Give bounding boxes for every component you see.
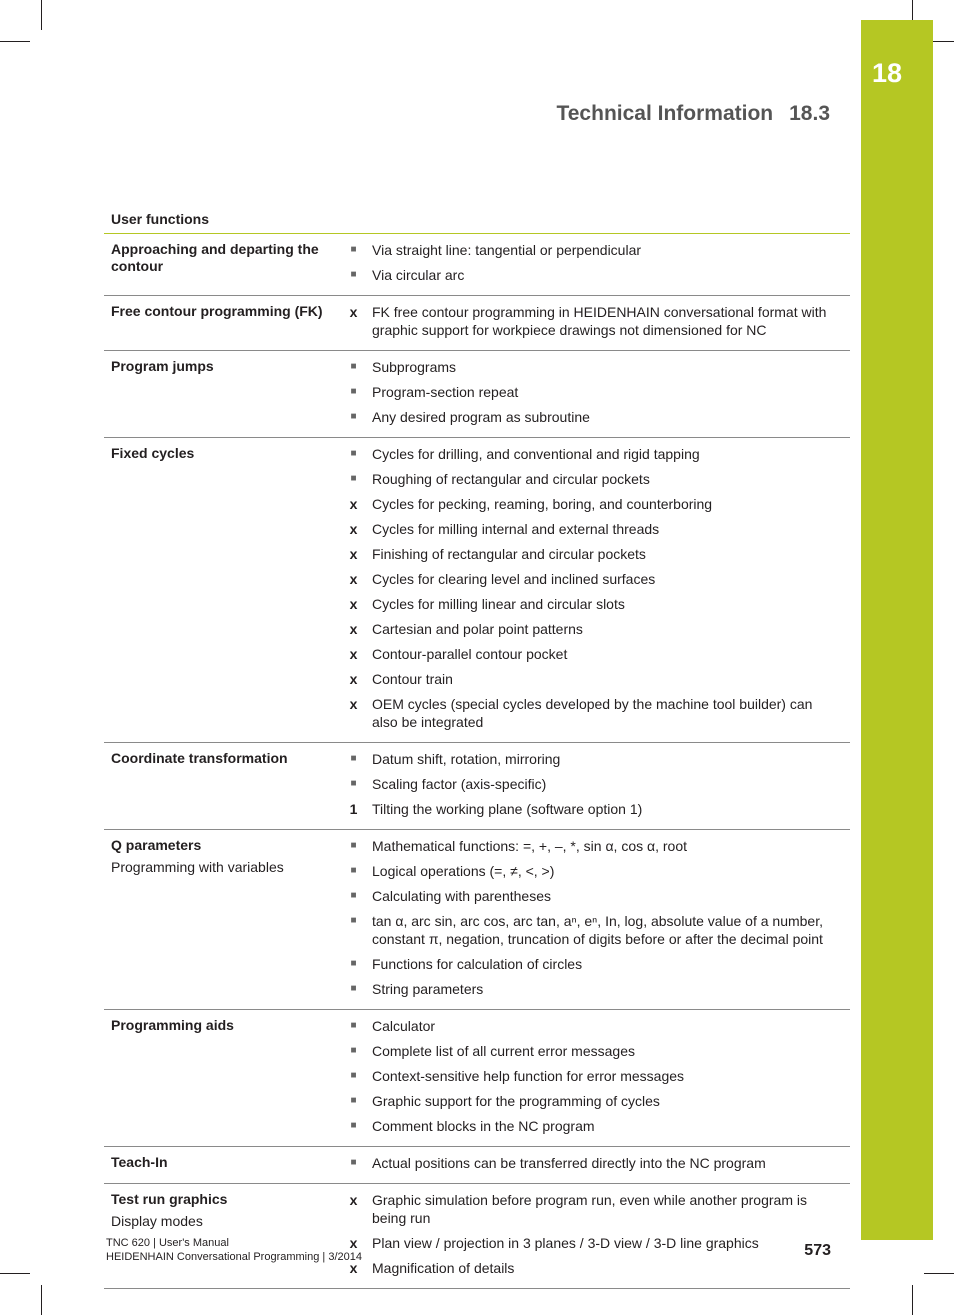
list-item — [335, 1154, 850, 1172]
row-items — [335, 303, 850, 346]
list-item — [335, 1017, 850, 1035]
item-text: Subprograms — [372, 359, 457, 375]
list-item — [335, 1092, 850, 1110]
row-title: Teach-In — [111, 1154, 168, 1170]
list-item — [335, 955, 850, 973]
table-row — [104, 438, 850, 743]
option-marker: x — [349, 496, 358, 512]
list-item — [335, 670, 850, 688]
option-marker: x — [349, 571, 358, 587]
item-text: Calculating with parentheses — [372, 888, 551, 904]
bullet-square-icon: ■ — [350, 958, 357, 969]
list-item — [335, 383, 850, 401]
table-row — [104, 234, 850, 296]
item-text: Cycles for clearing level and inclined surfaces — [372, 571, 656, 587]
row-title: Free contour programming (FK) — [111, 303, 323, 319]
list-item — [335, 775, 850, 793]
table-row — [104, 296, 850, 351]
table-body — [104, 234, 850, 1289]
list-item — [335, 266, 850, 284]
bullet-square-icon: ■ — [350, 983, 357, 994]
row-label — [104, 750, 335, 825]
item-text: Cycles for milling internal and external threads — [372, 521, 660, 537]
row-title: Approaching and departing the contour — [111, 241, 319, 274]
bullet-square-icon: ■ — [350, 1157, 357, 1168]
item-text: Magnification of details — [372, 1260, 515, 1276]
list-item — [335, 495, 850, 513]
row-label — [104, 1017, 335, 1142]
bullet-square-icon: ■ — [350, 361, 357, 372]
row-title: Program jumps — [111, 358, 214, 374]
bullet-square-icon: ■ — [350, 448, 357, 459]
item-text: Cycles for milling linear and circular slots — [372, 596, 625, 612]
row-title: Programming aids — [111, 1017, 234, 1033]
footer-line-2: HEIDENHAIN Conversational Programming | 3/2014 — [106, 1251, 362, 1263]
item-text: Comment blocks in the NC program — [372, 1118, 595, 1134]
crop-mark — [912, 1285, 913, 1315]
list-item — [335, 445, 850, 463]
list-item — [335, 980, 850, 998]
list-item — [335, 470, 850, 488]
list-item — [335, 1191, 850, 1227]
item-text: Via straight line: tangential or perpendicular — [372, 242, 642, 258]
bullet-square-icon: ■ — [350, 1070, 357, 1081]
crop-mark — [41, 1285, 42, 1315]
bullet-square-icon: ■ — [350, 386, 357, 397]
item-text: Scaling factor (axis-specific) — [372, 776, 547, 792]
bullet-square-icon: ■ — [350, 915, 357, 926]
item-text: Plan view / projection in 3 planes / 3-D view / 3-D line graphics — [372, 1235, 759, 1251]
row-items — [335, 241, 850, 291]
option-marker: x — [349, 1260, 358, 1276]
bullet-square-icon: ■ — [350, 411, 357, 422]
user-functions-table — [104, 209, 850, 1289]
item-text: Mathematical functions: =, +, –, *, sin α, cos α, root — [372, 838, 687, 854]
row-label — [104, 837, 335, 1005]
option-marker: x — [349, 1192, 358, 1208]
list-item — [335, 570, 850, 588]
row-items — [335, 1191, 850, 1284]
list-item — [335, 862, 850, 880]
item-text: Contour train — [372, 671, 453, 687]
bullet-square-icon: ■ — [350, 865, 357, 876]
row-title: Coordinate transformation — [111, 750, 288, 766]
item-text: tan α, arc sin, arc cos, arc tan, aⁿ, eⁿ, In, log, absolute value of a number, constant π, negation, truncation of digits before or after the decimal point — [372, 913, 823, 947]
list-item — [335, 620, 850, 638]
item-text: Graphic support for the programming of cycles — [372, 1093, 660, 1109]
row-label — [104, 1154, 335, 1179]
crop-mark — [0, 1273, 30, 1274]
item-text: Graphic simulation before program run, even while another program is being run — [372, 1192, 807, 1226]
table-row — [104, 1010, 850, 1147]
option-marker: x — [349, 304, 358, 320]
row-items — [335, 358, 850, 433]
bullet-square-icon: ■ — [350, 473, 357, 484]
bullet-square-icon: ■ — [350, 269, 357, 280]
running-header — [556, 102, 830, 126]
option-marker: x — [349, 1235, 358, 1251]
item-text: Actual positions can be transferred directly into the NC program — [372, 1155, 766, 1171]
item-text: Program-section repeat — [372, 384, 519, 400]
bullet-square-icon: ■ — [350, 1045, 357, 1056]
row-subtitle: Programming with variables — [111, 859, 284, 875]
row-label — [104, 241, 335, 291]
item-text: Via circular arc — [372, 267, 465, 283]
row-items — [335, 750, 850, 825]
option-marker: x — [349, 646, 358, 662]
item-text: Calculator — [372, 1018, 436, 1034]
header-section: 18.3 — [789, 102, 830, 125]
crop-mark — [41, 0, 42, 30]
list-item — [335, 520, 850, 538]
option-marker: x — [349, 596, 358, 612]
item-text: Datum shift, rotation, mirroring — [372, 751, 561, 767]
bullet-square-icon: ■ — [350, 840, 357, 851]
header-title: Technical Information — [556, 102, 774, 125]
list-item — [335, 408, 850, 426]
list-item — [335, 1117, 850, 1135]
item-text: Logical operations (=, ≠, <, >) — [372, 863, 555, 879]
item-text: Finishing of rectangular and circular pockets — [372, 546, 646, 562]
list-item — [335, 303, 850, 339]
bullet-square-icon: ■ — [350, 1095, 357, 1106]
bullet-square-icon: ■ — [350, 244, 357, 255]
crop-mark — [0, 41, 30, 42]
footer — [106, 1236, 362, 1264]
bullet-square-icon: ■ — [350, 753, 357, 764]
option-marker: x — [349, 621, 358, 637]
item-text: Cycles for pecking, reaming, boring, and counterboring — [372, 496, 713, 512]
list-item — [335, 750, 850, 768]
item-text: Cycles for drilling, and conventional and rigid tapping — [372, 446, 700, 462]
crop-mark — [924, 1273, 954, 1274]
bullet-square-icon: ■ — [350, 778, 357, 789]
item-text: Any desired program as subroutine — [372, 409, 590, 425]
option-marker: 1 — [349, 801, 358, 817]
option-marker: x — [349, 696, 358, 712]
list-item — [335, 358, 850, 376]
option-marker: x — [349, 521, 358, 537]
row-title: Fixed cycles — [111, 445, 195, 461]
row-items — [335, 445, 850, 738]
bullet-square-icon: ■ — [350, 1020, 357, 1031]
row-title: Q parameters — [111, 837, 202, 853]
item-text: Cartesian and polar point patterns — [372, 621, 583, 637]
bullet-square-icon: ■ — [350, 1120, 357, 1131]
item-text: Complete list of all current error messages — [372, 1043, 635, 1059]
row-items — [335, 837, 850, 1005]
list-item — [335, 912, 850, 948]
list-item — [335, 800, 850, 818]
list-item — [335, 837, 850, 855]
list-item — [335, 645, 850, 663]
bullet-square-icon: ■ — [350, 890, 357, 901]
list-item — [335, 1234, 850, 1252]
list-item — [335, 1259, 850, 1277]
row-items — [335, 1154, 850, 1179]
item-text: String parameters — [372, 981, 484, 997]
list-item — [335, 695, 850, 731]
row-label — [104, 445, 335, 738]
table-row — [104, 1147, 850, 1184]
list-item — [335, 545, 850, 563]
item-text: FK free contour programming in HEIDENHAIN conversational format with graphic support for workpiece drawings not dimensioned for NC — [372, 304, 827, 338]
list-item — [335, 241, 850, 259]
list-item — [335, 1067, 850, 1085]
row-label — [104, 303, 335, 346]
item-text: Roughing of rectangular and circular pockets — [372, 471, 650, 487]
table-heading: User functions — [104, 209, 850, 234]
table-row — [104, 351, 850, 438]
row-subtitle: Display modes — [111, 1213, 203, 1229]
item-text: Contour-parallel contour pocket — [372, 646, 568, 662]
page-number: 573 — [804, 1242, 831, 1259]
list-item — [335, 1042, 850, 1060]
chapter-number: 18 — [871, 58, 903, 88]
option-marker: x — [349, 671, 358, 687]
table-row — [104, 830, 850, 1010]
list-item — [335, 887, 850, 905]
list-item — [335, 595, 850, 613]
row-title: Test run graphics — [111, 1191, 228, 1207]
item-text: Functions for calculation of circles — [372, 956, 583, 972]
chapter-tab — [861, 20, 933, 1240]
item-text: Context-sensitive help function for error messages — [372, 1068, 685, 1084]
item-text: Tilting the working plane (software option 1) — [372, 801, 643, 817]
item-text: OEM cycles (special cycles developed by the machine tool builder) can also be integrated — [372, 696, 813, 730]
row-items — [335, 1017, 850, 1142]
table-row — [104, 743, 850, 830]
row-label — [104, 358, 335, 433]
footer-line-1: TNC 620 | User's Manual — [106, 1237, 229, 1249]
option-marker: x — [349, 546, 358, 562]
